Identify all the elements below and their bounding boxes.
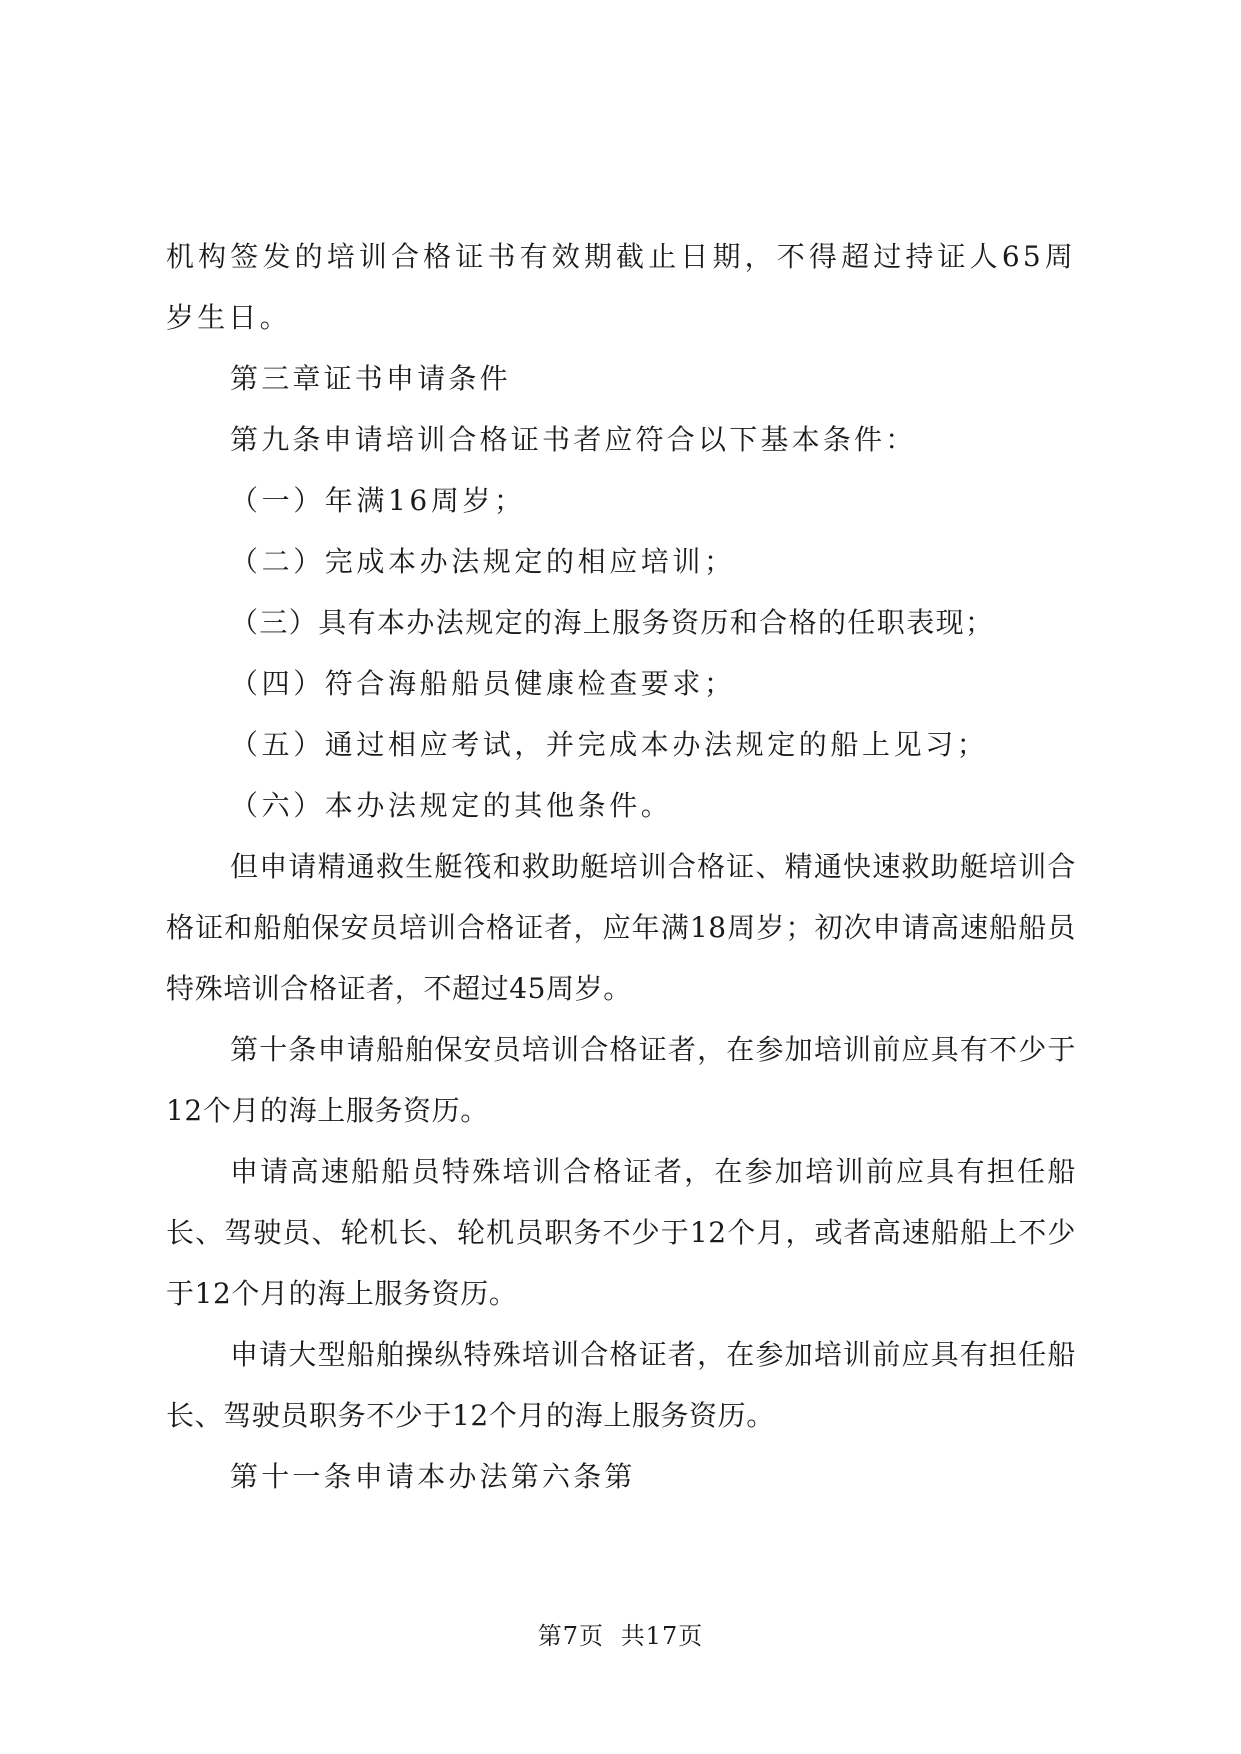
condition-item-1: （一）年满16周岁； xyxy=(230,484,526,517)
condition-item-2: （二）完成本办法规定的相应培训； xyxy=(230,545,736,578)
condition-item-4: （四）符合海船船员健康检查要求； xyxy=(230,667,736,700)
chapter-heading: 第三章证书申请条件 xyxy=(230,362,511,395)
page-footer xyxy=(0,1616,1241,1651)
paragraph-continuation: 机构签发的培训合格证书有效期截止日期，不得超过持证人65周岁生日。 xyxy=(166,240,1076,334)
page-number: 第7页 xyxy=(537,1622,605,1650)
condition-item-5: （五）通过相应考试，并完成本办法规定的船上见习； xyxy=(230,728,989,761)
document-body xyxy=(166,226,1076,1507)
paragraph-age-requirement: 但申请精通救生艇筏和救助艇培训合格证、精通快速救助艇培训合格证和船舶保安员培训合格证者，应年满18周岁；初次申请高速船船员特殊培训合格证者，不超过45周岁。 xyxy=(166,850,1076,1005)
article-10: 第十条申请船舶保安员培训合格证者，在参加培训前应具有不少于12个月的海上服务资历。 xyxy=(166,1033,1076,1127)
page-total: 共17页 xyxy=(620,1622,704,1650)
paragraph-high-speed-craft: 申请高速船船员特殊培训合格证者，在参加培训前应具有担任船长、驾驶员、轮机长、轮机员职务不少于12个月，或者高速船船上不少于12个月的海上服务资历。 xyxy=(166,1155,1076,1310)
article-11: 第十一条申请本办法第六条第 xyxy=(230,1460,636,1493)
paragraph-large-ship: 申请大型船舶操纵特殊培训合格证者，在参加培训前应具有担任船长、驾驶员职务不少于12个月的海上服务资历。 xyxy=(166,1338,1076,1432)
condition-item-3: （三）具有本办法规定的海上服务资历和合格的任职表现； xyxy=(230,606,995,639)
article-9: 第九条申请培训合格证书者应符合以下基本条件： xyxy=(230,423,917,456)
condition-item-6: （六）本办法规定的其他条件。 xyxy=(230,789,673,822)
